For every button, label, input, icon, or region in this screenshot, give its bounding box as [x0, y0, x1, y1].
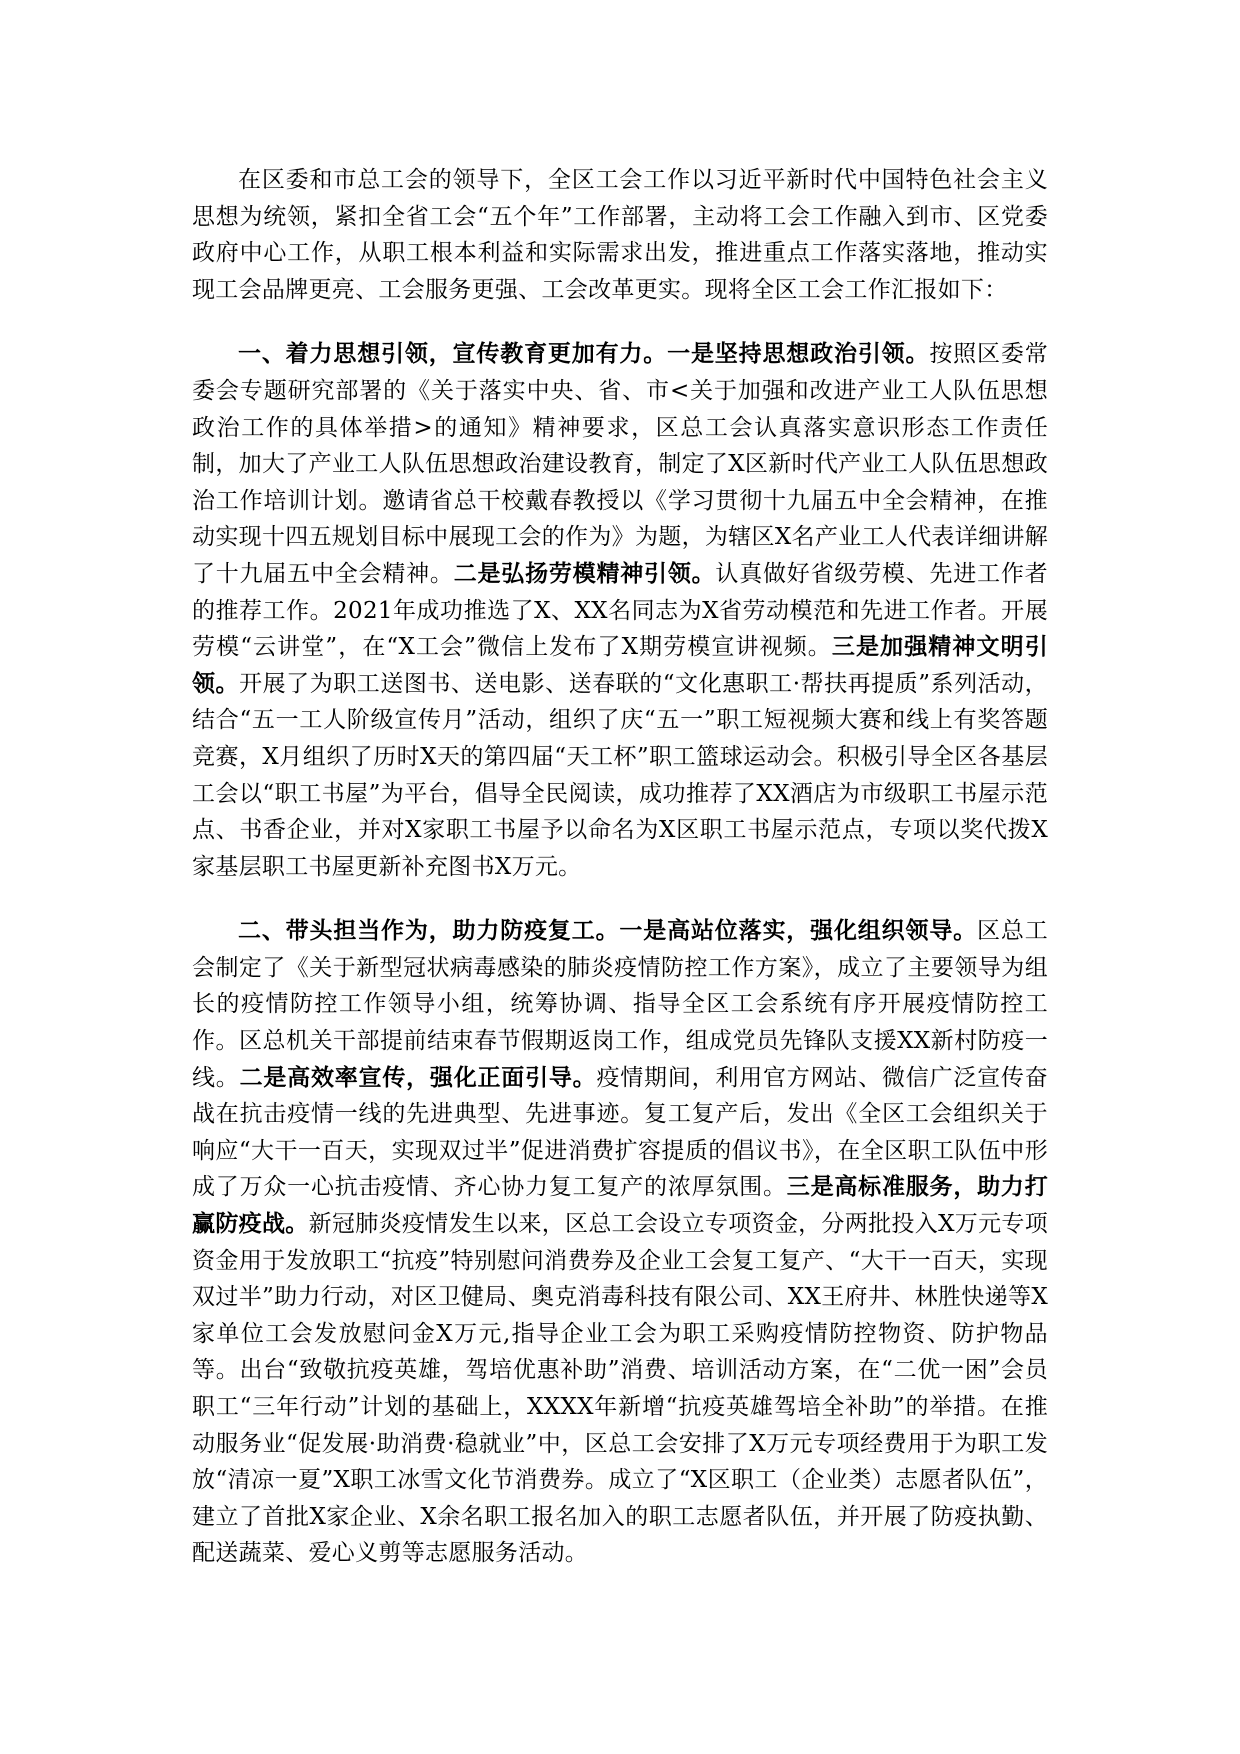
section-1-subheading-2: 二是弘扬劳模精神引领。	[453, 559, 716, 587]
section-1-text-3: 开展了为职工送图书、送电影、送春联的“文化惠职工·帮扶再提质”系列活动，结合“五一工人阶级宣传月”活动，组织了庆“五一”职工短视频大赛和线上有奖答题竞赛，X月组织了历时X天的第四届“天工杯”职工篮球运动会。积极引导全区各基层工会以“职工书屋”为平台，倡导全民阅读，成功推荐了XX酒店为市级职工书屋示范点、书香企业，并对X家职工书屋予以命名为X区职工书屋示范点，专项以奖代拨X家基层职工书屋更新补充图书X万元。	[192, 670, 1048, 880]
section-2-text-2: 疫情期间，利用官方网站、微信广泛宣传奋战在抗击疫情一线的先进典型、先进事迹。复工复产后，发出《全区工会组织关于响应“大干一百天，实现双过半”促进消费扩容提质的倡议书》，在全区职工队伍中形成了万众一心抗击疫情、齐心协力复工复产的浓厚氛围。	[192, 1064, 1049, 1201]
section-2-subheading-1: 一是高站位落实，强化组织领导。	[619, 917, 978, 945]
intro-paragraph	[192, 162, 1048, 308]
section-2-text-3: 新冠肺炎疫情发生以来，区总工会设立专项资金，分两批投入X万元专项资金用于发放职工“抗疫”特别慰问消费券及企业工会复工复产、“大干一百天，实现双过半”助力行动，对区卫健局、奥克消毒科技有限公司、XX王府井、林胜快递等X家单位工会发放慰问金X万元,指导企业工会为职工采购疫情防控物资、防护物品等。出台“致敬抗疫英雄，驾培优惠补助”消费、培训活动方案，在“二优一困”会员职工“三年行动”计划的基础上，XXXX年新增“抗疫英雄驾培全补助”的举措。在推动服务业“促发展·助消费·稳就业”中，区总工会安排了X万元专项经费用于为职工发放“清凉一夏”X职工冰雪文化节消费券。成立了“X区职工（企业类）志愿者队伍”，建立了首批X家企业、X余名职工报名加入的职工志愿者队伍，并开展了防疫执勤、配送蔬菜、爱心义剪等志愿服务活动。	[192, 1211, 1048, 1567]
section-1-heading: 一、着力思想引领，宣传教育更加有力。	[238, 340, 668, 368]
section-1-subheading-1: 一是坚持思想政治引领。	[667, 340, 930, 368]
intro-text: 在区委和市总工会的领导下，全区工会工作以习近平新时代中国特色社会主义思想为统领，紧扣全省工会“五个年”工作部署，主动将工会工作融入到市、区党委政府中心工作，从职工根本利益和实际需求出发，推进重点工作落实落地，推动实现工会品牌更亮、工会服务更强、工会改革更实。现将全区工会工作汇报如下：	[192, 167, 1048, 303]
section-1-text-2: 认真做好省级劳模、先进工作者的推荐工作。2021年成功推选了X、XX名同志为X省劳动模范和先进工作者。开展劳模“云讲堂”，在“X工会”微信上发布了X期劳模宣讲视频。	[192, 560, 1048, 661]
section-2-subheading-2: 二是高效率宣传，强化正面引导。	[239, 1063, 597, 1091]
section-2-subheading-3: 三是高标准服务，助力打赢防疫战。	[192, 1173, 1048, 1238]
section-1-paragraph	[192, 336, 1048, 885]
document-page	[192, 162, 1048, 1600]
section-1-subheading-3: 三是加强精神文明引领。	[192, 633, 1048, 697]
section-2-paragraph	[192, 913, 1048, 1572]
section-1-text-1: 按照区委常委会专题研究部署的《关于落实中央、省、市<关于加强和改进产业工人队伍思想政治工作的具体举措>的通知》精神要求，区总工会认真落实意识形态工作责任制，加大了产业工人队伍思想政治建设教育，制定了X区新时代产业工人队伍思想政治工作培训计划。邀请省总干校戴春教授以《学习贯彻十九届五中全会精神，在推动实现十四五规划目标中展现工会的作为》为题，为辖区X名产业工人代表详细讲解了十九届五中全会精神。	[192, 341, 1048, 587]
section-2-heading: 二、带头担当作为，助力防疫复工。	[238, 917, 620, 945]
section-2-text-1: 区总工会制定了《关于新型冠状病毒感染的肺炎疫情防控工作方案》，成立了主要领导为组长的疫情防控工作领导小组，统筹协调、指导全区工会系统有序开展疫情防控工作。区总机关干部提前结束春节假期返岗工作，组成党员先锋队支援XX新村防疫一线。	[192, 918, 1048, 1091]
